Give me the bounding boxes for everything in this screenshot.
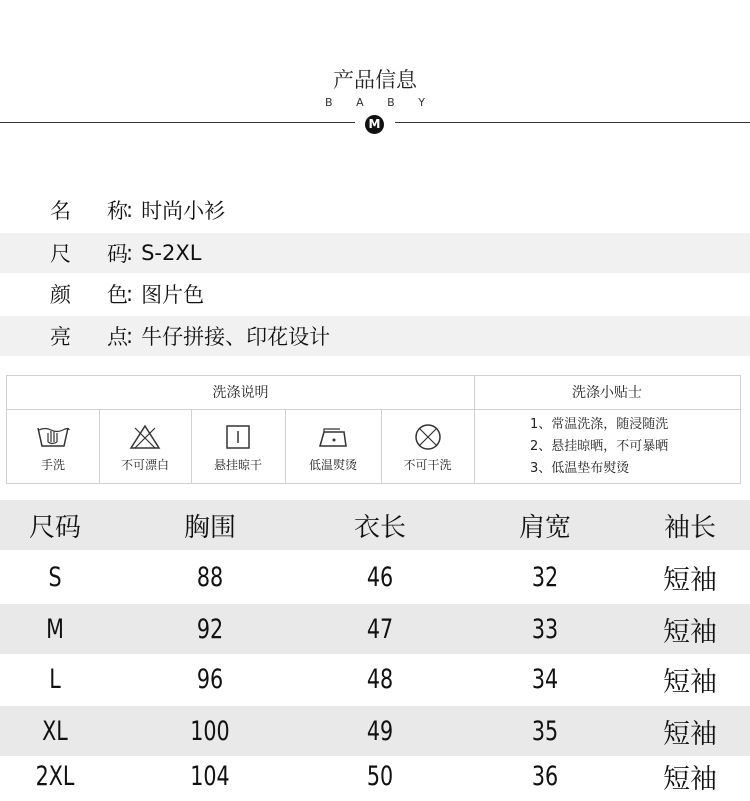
care-item-label: 不可漂白: [120, 458, 169, 472]
care-heading-instructions: 洗涤说明: [7, 376, 474, 410]
info-label: [0, 238, 140, 268]
colon: :: [126, 241, 134, 265]
care-item-hang-dry: [191, 410, 285, 484]
brand-badge: M: [365, 115, 384, 134]
subtitle-letter: B: [387, 96, 395, 109]
cell-shoulder: 33: [531, 613, 559, 645]
cell-length: 48: [366, 663, 394, 695]
cell-length: 49: [366, 715, 394, 747]
info-row-name: [0, 190, 750, 230]
care-item-label: 悬挂晾干: [213, 458, 262, 472]
care-item-hand-wash: [7, 410, 99, 484]
divider-left: [0, 122, 355, 123]
column-header-chest: 胸围: [183, 512, 236, 543]
care-item-no-dry-clean: [381, 410, 474, 484]
column-header-size: 尺码: [28, 512, 81, 543]
subtitle-letter: B: [325, 96, 333, 109]
care-table: [6, 375, 741, 484]
care-tips: [530, 414, 668, 480]
cell-length: 46: [366, 561, 394, 593]
subtitle-letter: Y: [418, 96, 425, 109]
hang-dry-icon: [218, 418, 258, 454]
cell-sleeve: 短袖: [663, 616, 717, 648]
info-row-color: [0, 274, 750, 314]
care-item-low-temp-iron: [285, 410, 381, 484]
info-label: [0, 279, 140, 309]
cell-length: 47: [366, 613, 394, 645]
no-bleach-icon: [125, 418, 165, 454]
column-header-length: 衣长: [353, 512, 406, 543]
column-header-shoulder: 肩宽: [518, 512, 571, 543]
cell-chest: 104: [190, 760, 230, 792]
label-char: 亮: [50, 325, 71, 349]
cell-shoulder: 36: [531, 760, 559, 792]
label-char: 称: [107, 199, 128, 223]
cell-size: S: [48, 561, 62, 593]
care-tip: 1、常温洗涤，随浸随洗: [530, 417, 669, 432]
info-value: 牛仔拼接、印花设计: [141, 325, 331, 349]
section-title: 产品信息: [333, 68, 417, 92]
table-row: [0, 706, 750, 756]
table-row: [0, 552, 750, 602]
cell-chest: 88: [196, 561, 224, 593]
info-value: S-2XL: [141, 241, 202, 265]
cell-sleeve: 短袖: [663, 763, 717, 795]
cell-size: L: [49, 663, 61, 695]
label-char: 尺: [50, 242, 71, 266]
care-heading-tips: 洗涤小贴士: [474, 376, 740, 410]
info-row-size: [0, 233, 750, 273]
label-char: 码: [107, 242, 128, 266]
care-item-no-bleach: [99, 410, 191, 484]
cell-sleeve: 短袖: [663, 666, 717, 698]
care-divider: [474, 376, 475, 483]
cell-sleeve: 短袖: [663, 718, 717, 750]
cell-size: XL: [42, 715, 68, 747]
column-header-sleeve: 袖长: [663, 512, 716, 543]
info-value: 图片色: [141, 283, 205, 307]
label-char: 名: [50, 199, 71, 223]
care-tip: 3、低温垫布熨烫: [530, 461, 630, 476]
cell-sleeve: 短袖: [663, 564, 717, 596]
info-label: [0, 195, 140, 225]
cell-size: 2XL: [35, 760, 75, 792]
size-table-header: [0, 500, 750, 550]
care-item-label: 手洗: [40, 458, 65, 472]
colon: :: [126, 282, 134, 306]
cell-chest: 96: [196, 663, 224, 695]
section-subtitle: [325, 96, 425, 109]
cell-size: M: [46, 613, 64, 645]
table-row: [0, 751, 750, 801]
care-item-label: 低温熨烫: [308, 458, 357, 472]
cell-chest: 92: [196, 613, 224, 645]
cell-shoulder: 35: [531, 715, 559, 747]
info-value: 时尚小衫: [141, 199, 226, 223]
label-char: 点: [107, 325, 128, 349]
low-temp-iron-icon: [313, 418, 353, 454]
label-char: 色: [107, 283, 128, 307]
subtitle-letter: A: [356, 96, 364, 109]
cell-shoulder: 34: [531, 663, 559, 695]
colon: :: [126, 198, 134, 222]
colon: :: [126, 324, 134, 348]
care-item-label: 不可干洗: [403, 458, 452, 472]
cell-shoulder: 32: [531, 561, 559, 593]
cell-length: 50: [366, 760, 394, 792]
table-row: [0, 604, 750, 654]
cell-chest: 100: [190, 715, 230, 747]
divider-right: [395, 122, 750, 123]
care-tip: 2、悬挂晾晒，不可暴晒: [530, 439, 669, 454]
table-row: [0, 654, 750, 704]
label-char: 颜: [50, 283, 71, 307]
info-row-highlight: [0, 316, 750, 356]
hand-wash-icon: [33, 418, 73, 454]
info-label: [0, 321, 140, 351]
no-dry-clean-icon: [408, 418, 448, 454]
